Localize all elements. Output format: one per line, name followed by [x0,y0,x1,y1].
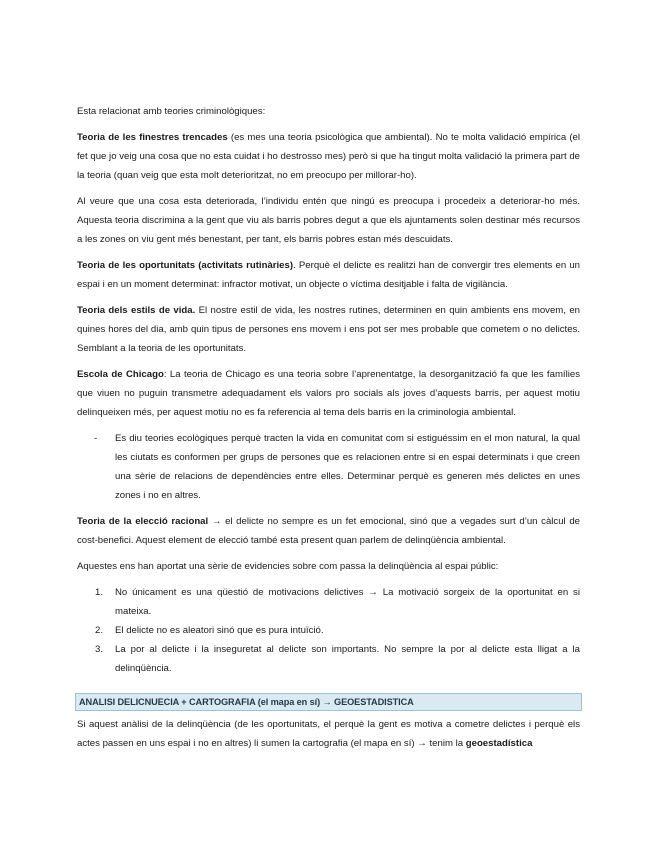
rational-choice-title: Teoria de la elecció racional [77,516,209,527]
list-item [77,640,580,678]
section-heading: ANALISI DELICNUECIA + CARTOGRAFIA (el mapa en sí) → GEOESTADISTICA [75,693,582,711]
paragraph-deterioration: Al veure que una cosa esta deteriorada, l’individu entén que ningú es preocupa i procedeix a deteriorar-ho més. Aquesta teoria discrimina a la gent que viu als barris pobres degut a que els ajuntaments solen destinar més recursos a les zones on viu gent més benestant, per tant, els barris pobres estan més descuidats. [77,196,580,245]
paragraph-opportunities [77,256,580,294]
chicago-school-title: Escola de Chicago [77,369,164,380]
geostatistics-text: Si aquest anàlisi de la delinqüència (de les oportunitats, el perquè la gent es motiva a cometre delictes i perquè els actes passen en uns espai i no en altres) li sumen la cartografia (el mapa en sí) → tenim la [77,719,580,749]
list-item-text: Es diu teories ecològiques perquè tracten la vida en comunitat com si estiguéssim en el mon natural, la qual les ciutats es conformen per grups de persones que es relacionen entre si en espai determinats i que creen una sèrie de relacions de dependències entre elles. Determinar perquè es generen més delictes en unes zones i no en altres. [115,433,580,501]
list-item-text: No únicament es una qüestió de motivacions delictives → La motivació sorgeix de la oportunitat en si mateixa. [115,587,580,617]
list-item-text: La por al delicte i la inseguretat al delicte son importants. No sempre la por al delicte esta lligat a la delinqüència. [115,644,580,674]
list-item [77,583,580,621]
lifestyles-title: Teoria dels estils de vida. [77,305,196,316]
dash-list [77,429,580,505]
intro-line: Esta relacionat amb teories criminològiques: [77,106,266,117]
paragraph-evidences: Aquestes ens han aportat una sèrie de evidencies sobre com passa la delinqüència al espai públic: [77,561,499,572]
paragraph-lifestyles [77,301,580,358]
lifestyles-text: El nostre estil de vida, les nostres rutines, determinen en quin ambients ens movem, en quines hores del dia, amb quin tipus de persones ens movem i ens pot ser mes probable que cometem o no delictes. Semblant a la teoria de les oportunitats. [77,305,580,354]
paragraph-geostatistics [77,715,580,753]
rational-choice-text: → el delicte no sempre es un fet emocional, sinó que a vegades surt d’un càlcul de cost-benefici. Aquest element de elecció també esta present quan parlem de delinqüència ambiental. [77,516,580,546]
dash-marker: - [94,433,98,444]
list-item-text: El delicte no es aleatori sinó que es pura intuïció. [115,625,324,636]
list-item [77,621,580,640]
numbered-list [77,583,580,678]
list-number: 1. [95,587,104,598]
paragraph-chicago-school [77,365,580,422]
list-number: 2. [95,625,104,636]
paragraph-rational-choice [77,512,580,550]
document-page [77,102,580,753]
geostatistics-term: geoestadística [465,738,533,749]
opportunities-title: Teoria de les oportunitats (activitats rutinàries) [77,260,294,271]
paragraph-broken-windows [77,128,580,185]
list-number: 3. [95,644,104,655]
broken-windows-text: (es mes una teoria psicològica que ambiental). No te molta validació empírica (el fet que jo veig una cosa que no esta cuidat i ho destrosso mes) però si que ha tingut molta validació la primera part de la teoria (quan veig que esta molt deterioritzat, no em preocupo per millorar-ho). [77,132,581,181]
broken-windows-title: Teoria de les finestres trencades [77,132,228,143]
chicago-school-text: : La teoria de Chicago es una teoria sobre l’aprenentatge, la desorganització fa que les famílies que viuen no puguin transmetre adequadament els valors pro socials als joves d’aquests barris, per aquest motiu delinqueixen més, per aquest motiu no es fa referencia al tema dels barris en la criminologia ambiental. [77,369,580,418]
list-item [77,429,580,505]
opportunities-text: . Perquè el delicte es realitzi han de convergir tres elements en un espai i en un moment determinat: infractor motivat, un objecte o víctima desitjable i falta de vigilància. [77,260,580,290]
